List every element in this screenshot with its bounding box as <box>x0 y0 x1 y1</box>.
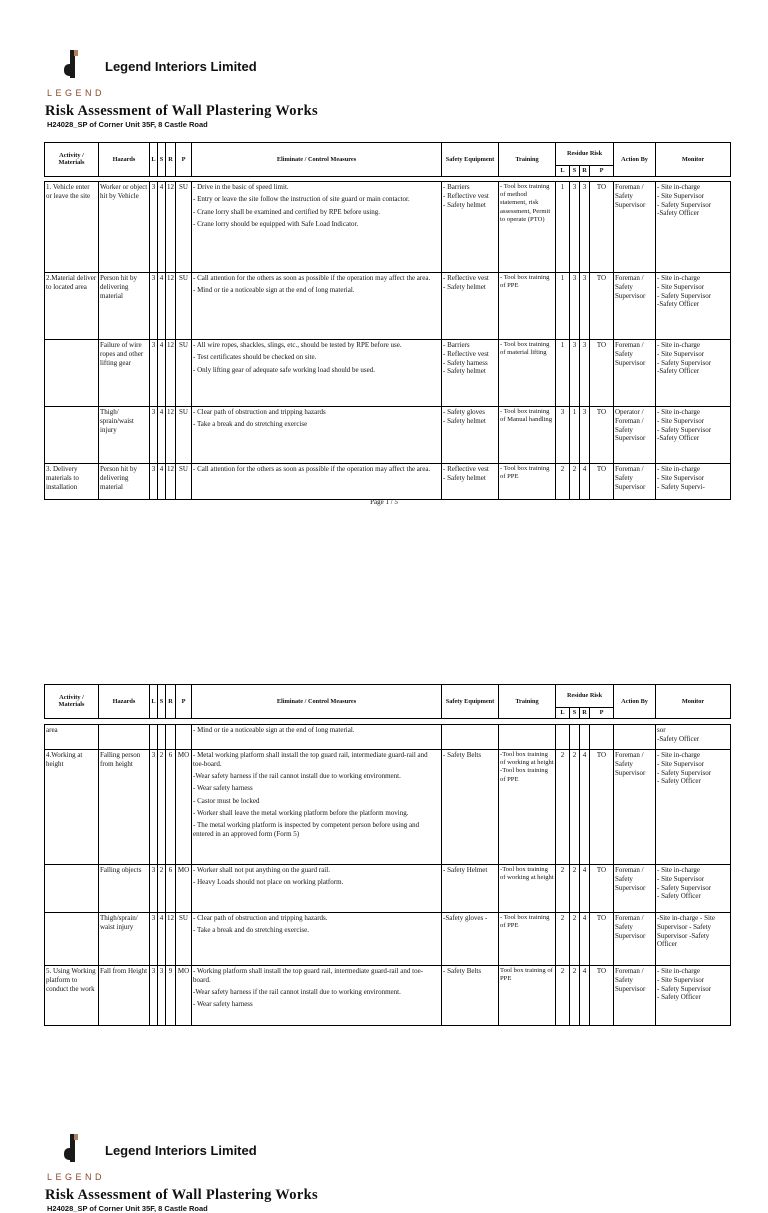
monitor-cell <box>656 750 731 865</box>
hazard-cell: Falling objects <box>99 865 150 913</box>
training-cell: - Tool box training of PPE <box>499 464 556 500</box>
col-s: S <box>158 685 166 719</box>
equipment-cell <box>442 340 499 407</box>
measures-cell-line: - Wear safety harness <box>193 1000 253 1009</box>
col-residue-l: L <box>556 708 570 719</box>
risk-cell: 12 <box>166 464 176 500</box>
measures-cell <box>192 865 442 913</box>
measures-cell-line: - Castor must be locked <box>193 796 260 805</box>
monitor-cell-line: - Site Supervisor <box>657 975 705 984</box>
measures-cell-line: - Clear path of obstruction and tripping hazards. <box>193 914 328 922</box>
col-training: Training <box>499 685 556 719</box>
activity-cell: 3. Delivery materials to installation <box>45 464 99 500</box>
risk-table-page-2 <box>44 724 731 1026</box>
priority-cell: MO <box>176 750 192 865</box>
residue-l-cell: 3 <box>556 407 570 464</box>
action-by-cell <box>614 725 656 750</box>
severity-cell: 2 <box>158 750 166 865</box>
col-residue-r: R <box>580 708 590 719</box>
residue-p-cell: TO <box>590 464 614 500</box>
col-residue-s: S <box>570 708 580 719</box>
residue-s-cell: 3 <box>570 182 580 273</box>
residue-p-cell: TO <box>590 407 614 464</box>
measures-cell-line: - Worker shall not put anything on the guard rail. <box>193 866 330 874</box>
equipment-cell-line: - Safety helmet <box>443 416 486 425</box>
residue-r-cell: 3 <box>580 273 590 340</box>
monitor-cell-line: - Safety Supervisor <box>657 425 712 434</box>
equipment-cell-line: - Safety helmet <box>443 473 486 482</box>
residue-s-cell: 2 <box>570 913 580 966</box>
equipment-cell-line: - Safety helmet <box>443 282 486 291</box>
table-row <box>45 273 731 340</box>
table-row <box>45 865 731 913</box>
monitor-cell-line: - Site Supervisor <box>657 473 705 482</box>
table-row <box>45 182 731 273</box>
action-by-cell: Foreman / Safety Supervisor <box>614 865 656 913</box>
monitor-cell-line: - Site in-charge <box>657 341 701 349</box>
monitor-cell-line: - Safety Supervisor <box>657 291 712 300</box>
hazard-cell: Thigh/sprain/ waist injury <box>99 913 150 966</box>
equipment-cell-line: - Reflective vest <box>443 274 489 282</box>
residue-r-cell: 4 <box>580 865 590 913</box>
monitor-cell-line: - Safety Officer <box>657 892 701 901</box>
measures-cell-line: - Wear safety harness <box>193 784 253 793</box>
priority-cell: MO <box>176 966 192 1026</box>
measures-cell-line: - Crane lorry should be equipped with Safe Load Indicator. <box>193 219 359 228</box>
monitor-cell <box>656 865 731 913</box>
residue-p-cell: TO <box>590 865 614 913</box>
measures-cell-line: -Wear safety harness if the rail cannot install due to working environment. <box>193 772 401 780</box>
measures-cell-line: - Test certificates should be checked on site. <box>193 353 317 362</box>
training-cell <box>499 725 556 750</box>
risk-cell: 6 <box>166 865 176 913</box>
priority-cell <box>176 725 192 750</box>
severity-cell: 2 <box>158 865 166 913</box>
equipment-cell <box>442 966 499 1026</box>
severity-cell: 4 <box>158 407 166 464</box>
measures-cell-line: - Heavy Loads should not place on working platform. <box>193 878 344 887</box>
col-monitor: Monitor <box>656 685 731 719</box>
monitor-cell <box>656 464 731 500</box>
col-p: P <box>176 143 192 177</box>
priority-cell: SU <box>176 273 192 340</box>
monitor-cell-line: - Site Supervisor <box>657 282 705 291</box>
residue-r-cell: 4 <box>580 913 590 966</box>
measures-cell-line: - Mind or tie a noticeable sign at the end of long material. <box>193 286 355 295</box>
measures-cell-line: - Only lifting gear of adequate safe working load should be used. <box>193 365 375 374</box>
likelihood-cell: 3 <box>150 966 158 1026</box>
monitor-cell-line: - Site Supervisor <box>657 349 705 358</box>
residue-p-cell: TO <box>590 273 614 340</box>
equipment-cell-line: - Reflective vest <box>443 349 489 358</box>
severity-cell: 4 <box>158 182 166 273</box>
monitor-cell-line: -Safety Officer <box>657 734 700 743</box>
residue-s-cell: 1 <box>570 407 580 464</box>
monitor-cell <box>656 966 731 1026</box>
residue-p-cell: TO <box>590 340 614 407</box>
action-by-cell: Foreman / Safety Supervisor <box>614 966 656 1026</box>
equipment-cell <box>442 273 499 340</box>
measures-cell-line: - Take a break and do stretching exercise <box>193 420 308 429</box>
measures-cell-line: - Worker shall leave the metal working platform before the platform moving. <box>193 808 409 817</box>
measures-cell-line: - Drive in the basic of speed limit. <box>193 183 289 191</box>
hazard-cell: Person hit by delivering material <box>99 464 150 500</box>
measures-cell-line: - Call attention for the others as soon as possible if the operation may affect the area. <box>193 274 431 282</box>
monitor-cell-line: - Safety Supervisor <box>657 358 712 367</box>
residue-r-cell: 3 <box>580 340 590 407</box>
monitor-cell-line: - Site in-charge <box>657 967 701 975</box>
residue-p-cell: TO <box>590 750 614 865</box>
likelihood-cell: 3 <box>150 273 158 340</box>
document-title: Risk Assessment of Wall Plastering Works <box>45 103 318 119</box>
hazard-cell: Failure of wire ropes and other lifting gear <box>99 340 150 407</box>
monitor-cell-line: - Site in-charge <box>657 183 701 191</box>
monitor-cell-line: -Safety Officer <box>657 434 700 443</box>
equipment-cell-line: - Barriers <box>443 183 470 191</box>
monitor-cell-line: -Safety Officer <box>657 209 700 218</box>
table-row <box>45 750 731 865</box>
residue-p-cell: TO <box>590 182 614 273</box>
monitor-cell-line: - Site Supervisor <box>657 416 705 425</box>
measures-cell <box>192 750 442 865</box>
action-by-cell: Foreman / Safety Supervisor <box>614 750 656 865</box>
monitor-cell <box>656 273 731 340</box>
residue-l-cell: 1 <box>556 273 570 340</box>
monitor-cell-line: - Safety Officer <box>657 777 701 786</box>
measures-cell-line: - Working platform shall install the top guard rail, intermediate guard-rail and toe-board. <box>193 967 424 984</box>
residue-r-cell: 3 <box>580 407 590 464</box>
table-header <box>44 684 731 719</box>
col-hazards: Hazards <box>99 143 150 177</box>
equipment-cell-line: - Safety harness <box>443 358 488 367</box>
residue-s-cell: 2 <box>570 865 580 913</box>
project-reference: H24028_SP of Corner Unit 35F, 8 Castle Road <box>47 1204 208 1213</box>
hazard-cell: Person hit by delivering material <box>99 273 150 340</box>
action-by-cell: Foreman / Safety Supervisor <box>614 464 656 500</box>
residue-l-cell: 2 <box>556 966 570 1026</box>
residue-s-cell: 2 <box>570 750 580 865</box>
monitor-cell <box>656 725 731 750</box>
activity-cell: 4.Working at height <box>45 750 99 865</box>
col-action: Action By <box>614 685 656 719</box>
measures-cell-line: - Mind or tie a noticeable sign at the end of long material. <box>193 726 355 734</box>
risk-cell: 12 <box>166 913 176 966</box>
col-hazards: Hazards <box>99 685 150 719</box>
monitor-cell-line: sor <box>657 726 666 734</box>
likelihood-cell: 3 <box>150 407 158 464</box>
priority-cell: SU <box>176 340 192 407</box>
col-action: Action By <box>614 143 656 177</box>
action-by-cell: Foreman / Safety Supervisor <box>614 273 656 340</box>
measures-cell-line: - Entry or leave the site follow the instruction of site guard or main contactor. <box>193 195 410 204</box>
residue-r-cell: 4 <box>580 966 590 1026</box>
measures-cell-line: - Clear path of obstruction and tripping hazards <box>193 408 326 416</box>
residue-r-cell <box>580 725 590 750</box>
likelihood-cell <box>150 725 158 750</box>
table-header <box>44 142 731 177</box>
monitor-cell-line: - Site in-charge <box>657 751 701 759</box>
monitor-cell-line: - Safety Officer <box>657 993 701 1002</box>
monitor-cell-line: - Site in-charge <box>657 274 701 282</box>
measures-cell-line: - Metal working platform shall install the top guard rail, intermediate guard-rail and toe-board. <box>193 751 428 768</box>
monitor-cell <box>656 407 731 464</box>
equipment-cell <box>442 725 499 750</box>
monitor-cell-line: - Site Supervisor <box>657 874 705 883</box>
col-equipment: Safety Equipment <box>442 143 499 177</box>
training-cell: -Tool box training of working at height <box>499 865 556 913</box>
severity-cell: 4 <box>158 913 166 966</box>
hazard-cell: Thigh/ sprain/waist injury <box>99 407 150 464</box>
training-cell: - Tool box training of method statement, risk assessment, Permit to operate (PTO) <box>499 182 556 273</box>
col-residue-p: P <box>590 708 614 719</box>
action-by-cell: Foreman / Safety Supervisor <box>614 913 656 966</box>
activity-cell: 1. Vehicle enter or leave the site <box>45 182 99 273</box>
col-l: L <box>150 685 158 719</box>
likelihood-cell: 3 <box>150 750 158 865</box>
monitor-cell-line: -Safety Officer <box>657 300 700 309</box>
table-row <box>45 725 731 750</box>
monitor-cell-line: - Safety Supervisor <box>657 883 712 892</box>
residue-l-cell: 2 <box>556 865 570 913</box>
monitor-cell <box>656 340 731 407</box>
equipment-cell <box>442 464 499 500</box>
severity-cell <box>158 725 166 750</box>
risk-cell: 12 <box>166 340 176 407</box>
priority-cell: MO <box>176 865 192 913</box>
severity-cell: 3 <box>158 966 166 1026</box>
risk-cell <box>166 725 176 750</box>
training-cell: - Tool box training of Manual handling <box>499 407 556 464</box>
risk-cell: 6 <box>166 750 176 865</box>
col-activity: Activity / Materials <box>45 685 99 719</box>
residue-s-cell <box>570 725 580 750</box>
monitor-cell-line: -Site in-charge - Site Supervisor - Safety Supervisor -Safety Officer <box>657 914 715 949</box>
equipment-cell-line: - Safety Belts <box>443 751 482 759</box>
measures-cell <box>192 464 442 500</box>
priority-cell: SU <box>176 182 192 273</box>
residue-l-cell: 2 <box>556 750 570 865</box>
residue-p-cell <box>590 725 614 750</box>
residue-l-cell: 1 <box>556 182 570 273</box>
col-measures: Eliminate / Control Measures <box>192 685 442 719</box>
residue-l-cell: 1 <box>556 340 570 407</box>
severity-cell: 4 <box>158 340 166 407</box>
measures-cell-line: - All wire ropes, shackles, slings, etc., should be tested by RPE before use. <box>193 341 402 349</box>
measures-cell <box>192 340 442 407</box>
activity-cell: area <box>45 725 99 750</box>
equipment-cell <box>442 407 499 464</box>
measures-cell-line: - Take a break and do stretching exercise. <box>193 926 309 935</box>
activity-cell: 2.Material deliver to located area <box>45 273 99 340</box>
residue-l-cell: 2 <box>556 464 570 500</box>
action-by-cell: Foreman / Safety Supervisor <box>614 340 656 407</box>
col-residue-p: P <box>590 166 614 177</box>
col-s: S <box>158 143 166 177</box>
action-by-cell: Operator / Foreman / Safety Supervisor <box>614 407 656 464</box>
hazard-cell: Worker or object hit by Vehicle <box>99 182 150 273</box>
measures-cell <box>192 273 442 340</box>
equipment-cell-line: - Safety Helmet <box>443 866 488 874</box>
priority-cell: SU <box>176 407 192 464</box>
col-training: Training <box>499 143 556 177</box>
activity-cell <box>45 865 99 913</box>
monitor-cell-line: - Safety Supervisor <box>657 768 712 777</box>
monitor-cell-line: - Site in-charge <box>657 408 701 416</box>
training-cell: -Tool box training of working at height -Tool box training of PPE <box>499 750 556 865</box>
activity-cell <box>45 407 99 464</box>
legend-logo-icon <box>62 50 84 80</box>
priority-cell: SU <box>176 464 192 500</box>
measures-cell-line: - The metal working platform is inspected by competent person before using and entered in an approved form (Form 5) <box>193 821 420 838</box>
company-name: Legend Interiors Limited <box>105 59 257 74</box>
likelihood-cell: 3 <box>150 913 158 966</box>
residue-r-cell: 3 <box>580 182 590 273</box>
residue-s-cell: 2 <box>570 464 580 500</box>
measures-cell <box>192 913 442 966</box>
col-residue-s: S <box>570 166 580 177</box>
risk-cell: 12 <box>166 182 176 273</box>
equipment-cell <box>442 750 499 865</box>
residue-s-cell: 3 <box>570 273 580 340</box>
equipment-cell <box>442 913 499 966</box>
training-cell: Tool box training of PPE <box>499 966 556 1026</box>
equipment-cell-line: - Safety gloves <box>443 408 485 416</box>
likelihood-cell: 3 <box>150 340 158 407</box>
likelihood-cell: 3 <box>150 865 158 913</box>
activity-cell <box>45 340 99 407</box>
col-residue-r: R <box>580 166 590 177</box>
risk-table-page-1 <box>44 181 731 500</box>
residue-s-cell: 2 <box>570 966 580 1026</box>
equipment-cell-line: - Safety Belts <box>443 967 482 975</box>
monitor-cell-line: - Site Supervisor <box>657 759 705 768</box>
col-l: L <box>150 143 158 177</box>
residue-s-cell: 3 <box>570 340 580 407</box>
monitor-cell <box>656 913 731 966</box>
activity-cell: 5. Using Working platform to conduct the work <box>45 966 99 1026</box>
priority-cell: SU <box>176 913 192 966</box>
monitor-cell-line: - Safety Supervisor <box>657 200 712 209</box>
measures-cell-line: - Call attention for the others as soon as possible if the operation may affect the area. <box>193 465 431 473</box>
monitor-cell <box>656 182 731 273</box>
col-residue: Residue Risk <box>556 685 614 708</box>
residue-p-cell: TO <box>590 913 614 966</box>
equipment-cell-line: - Barriers <box>443 341 470 349</box>
table-row <box>45 464 731 500</box>
monitor-cell-line: - Site Supervisor <box>657 191 705 200</box>
col-activity: Activity / Materials <box>45 143 99 177</box>
likelihood-cell: 3 <box>150 464 158 500</box>
col-measures: Eliminate / Control Measures <box>192 143 442 177</box>
document-title: Risk Assessment of Wall Plastering Works <box>45 1187 318 1203</box>
activity-cell <box>45 913 99 966</box>
monitor-cell-line: -Safety Officer <box>657 367 700 376</box>
residue-l-cell: 2 <box>556 913 570 966</box>
col-r: R <box>166 685 176 719</box>
residue-l-cell <box>556 725 570 750</box>
brand-wordmark: LEGEND <box>47 1172 106 1182</box>
equipment-cell-line: - Reflective vest <box>443 191 489 200</box>
monitor-cell-line: - Safety Supervi- <box>657 482 705 491</box>
table-row <box>45 913 731 966</box>
col-p: P <box>176 685 192 719</box>
likelihood-cell: 3 <box>150 182 158 273</box>
severity-cell: 4 <box>158 464 166 500</box>
hazard-cell: Falling person from height <box>99 750 150 865</box>
severity-cell: 4 <box>158 273 166 340</box>
risk-cell: 9 <box>166 966 176 1026</box>
document-page-1 <box>0 0 768 512</box>
equipment-cell-line: - Safety helmet <box>443 367 486 376</box>
monitor-cell-line: - Safety Supervisor <box>657 984 712 993</box>
col-residue-l: L <box>556 166 570 177</box>
action-by-cell: Foreman / Safety Supervisor <box>614 182 656 273</box>
residue-r-cell: 4 <box>580 464 590 500</box>
measures-cell-line: - Crane lorry shall be examined and certified by RPE before using. <box>193 207 380 216</box>
monitor-cell-line: - Site in-charge <box>657 866 701 874</box>
risk-cell: 12 <box>166 407 176 464</box>
measures-cell <box>192 966 442 1026</box>
company-name: Legend Interiors Limited <box>105 1143 257 1158</box>
residue-p-cell: TO <box>590 966 614 1026</box>
training-cell: - Tool box training of PPE <box>499 273 556 340</box>
measures-cell <box>192 407 442 464</box>
col-monitor: Monitor <box>656 143 731 177</box>
training-cell: - Tool box training of material lifting <box>499 340 556 407</box>
measures-cell <box>192 182 442 273</box>
table-row <box>45 966 731 1026</box>
risk-cell: 12 <box>166 273 176 340</box>
equipment-cell <box>442 865 499 913</box>
hazard-cell <box>99 725 150 750</box>
measures-cell-line: -Wear safety harness if the rail cannot install due to working environment. <box>193 988 401 996</box>
measures-cell <box>192 725 442 750</box>
training-cell: - Tool box training of PPE <box>499 913 556 966</box>
residue-r-cell: 4 <box>580 750 590 865</box>
legend-logo-icon <box>62 1134 84 1164</box>
project-reference: H24028_SP of Corner Unit 35F, 8 Castle Road <box>47 120 208 129</box>
equipment-cell-line: - Reflective vest <box>443 465 489 473</box>
col-r: R <box>166 143 176 177</box>
page-number: Page 1 / 5 <box>370 498 398 506</box>
equipment-cell-line: - Safety helmet <box>443 200 486 209</box>
brand-wordmark: LEGEND <box>47 88 106 98</box>
table-row <box>45 407 731 464</box>
col-residue: Residue Risk <box>556 143 614 166</box>
monitor-cell-line: - Site in-charge <box>657 465 701 473</box>
equipment-cell-line: -Safety gloves - <box>443 914 488 922</box>
equipment-cell <box>442 182 499 273</box>
hazard-cell: Fall from Height <box>99 966 150 1026</box>
col-equipment: Safety Equipment <box>442 685 499 719</box>
table-row <box>45 340 731 407</box>
